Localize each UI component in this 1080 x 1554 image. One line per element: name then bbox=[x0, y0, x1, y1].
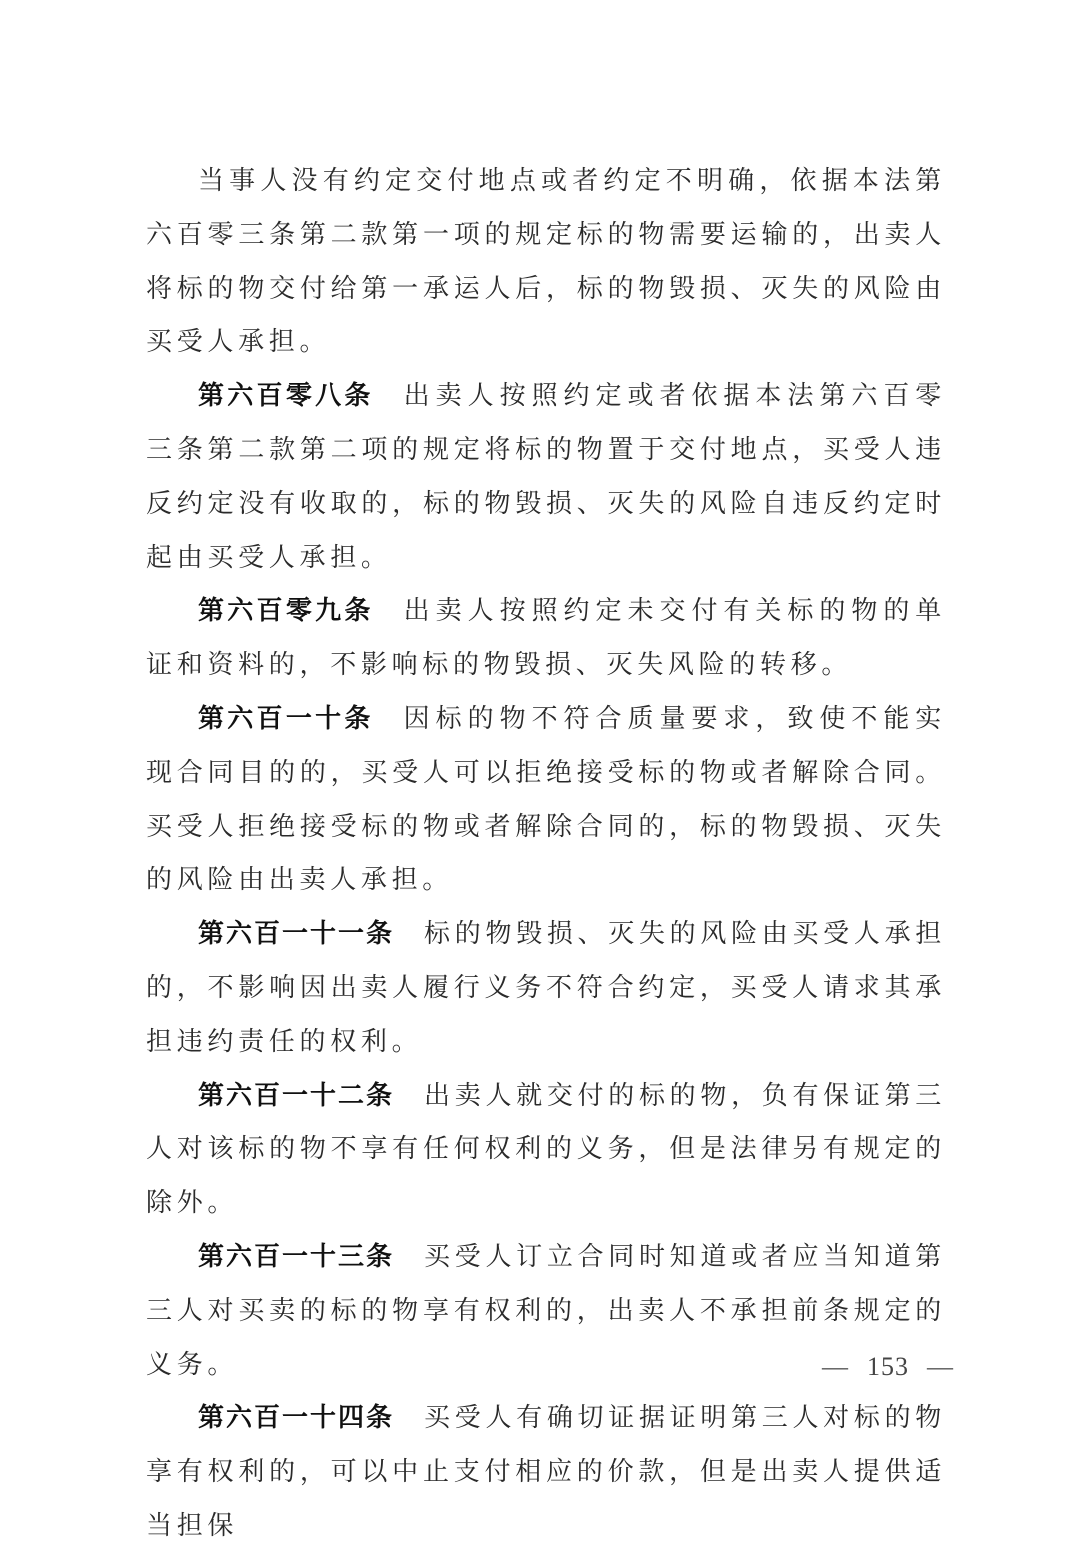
footer-dash-left: — bbox=[822, 1352, 849, 1381]
page-number: 153 bbox=[867, 1352, 909, 1381]
article-611 bbox=[146, 908, 946, 1069]
article-title: 第六百一十二条 bbox=[198, 1080, 395, 1111]
article-609 bbox=[146, 585, 946, 693]
article-text: 出卖人就交付的标的物，负有保证第三人对该标的物不享有任何权利的义务，但是法律另有规定的除外。 bbox=[146, 1080, 946, 1219]
article-text: 买受人有确切证据证明第三人对标的物享有权利的，可以中止支付相应的价款，但是出卖人提供适当担保 bbox=[146, 1403, 946, 1541]
article-title: 第六百一十一条 bbox=[198, 919, 395, 950]
article-title: 第六百一十三条 bbox=[198, 1241, 395, 1272]
article-614 bbox=[146, 1392, 946, 1553]
article-608 bbox=[146, 370, 946, 585]
page-number-footer bbox=[822, 1352, 954, 1382]
article-title: 第六百一十四条 bbox=[198, 1403, 395, 1434]
article-title: 第六百一十条 bbox=[198, 703, 374, 734]
article-text: 标的物毁损、灭失的风险由买受人承担的，不影响因出卖人履行义务不符合约定，买受人请求其承担违约责任的权利。 bbox=[146, 919, 946, 1057]
article-title: 第六百零九条 bbox=[198, 596, 374, 627]
footer-dash-right: — bbox=[927, 1352, 954, 1381]
article-text: 出卖人按照约定未交付有关标的物的单证和资料的，不影响标的物毁损、灭失风险的转移。 bbox=[146, 596, 946, 681]
article-text: 因标的物不符合质量要求，致使不能实现合同目的的，买受人可以拒绝接受标的物或者解除合同。买受人拒绝接受标的物或者解除合同的，标的物毁损、灭失的风险由出卖人承担。 bbox=[146, 703, 946, 896]
article-title: 第六百零八条 bbox=[198, 381, 374, 412]
article-610 bbox=[146, 693, 946, 908]
article-text: 出卖人按照约定或者依据本法第六百零三条第二款第二项的规定将标的物置于交付地点，买受人违反约定没有收取的，标的物毁损、灭失的风险自违反约定时起由买受人承担。 bbox=[146, 381, 946, 573]
article-612 bbox=[146, 1070, 946, 1231]
paragraph-text: 当事人没有约定交付地点或者约定不明确，依据本法第六百零三条第二款第一项的规定标的物需要运输的，出卖人将标的物交付给第一承运人后，标的物毁损、灭失的风险由买受人承担。 bbox=[146, 166, 946, 358]
article-text: 买受人订立合同时知道或者应当知道第三人对买卖的标的物享有权利的，出卖人不承担前条规定的义务。 bbox=[146, 1241, 946, 1380]
body-text bbox=[146, 155, 946, 1554]
paragraph bbox=[146, 155, 946, 370]
